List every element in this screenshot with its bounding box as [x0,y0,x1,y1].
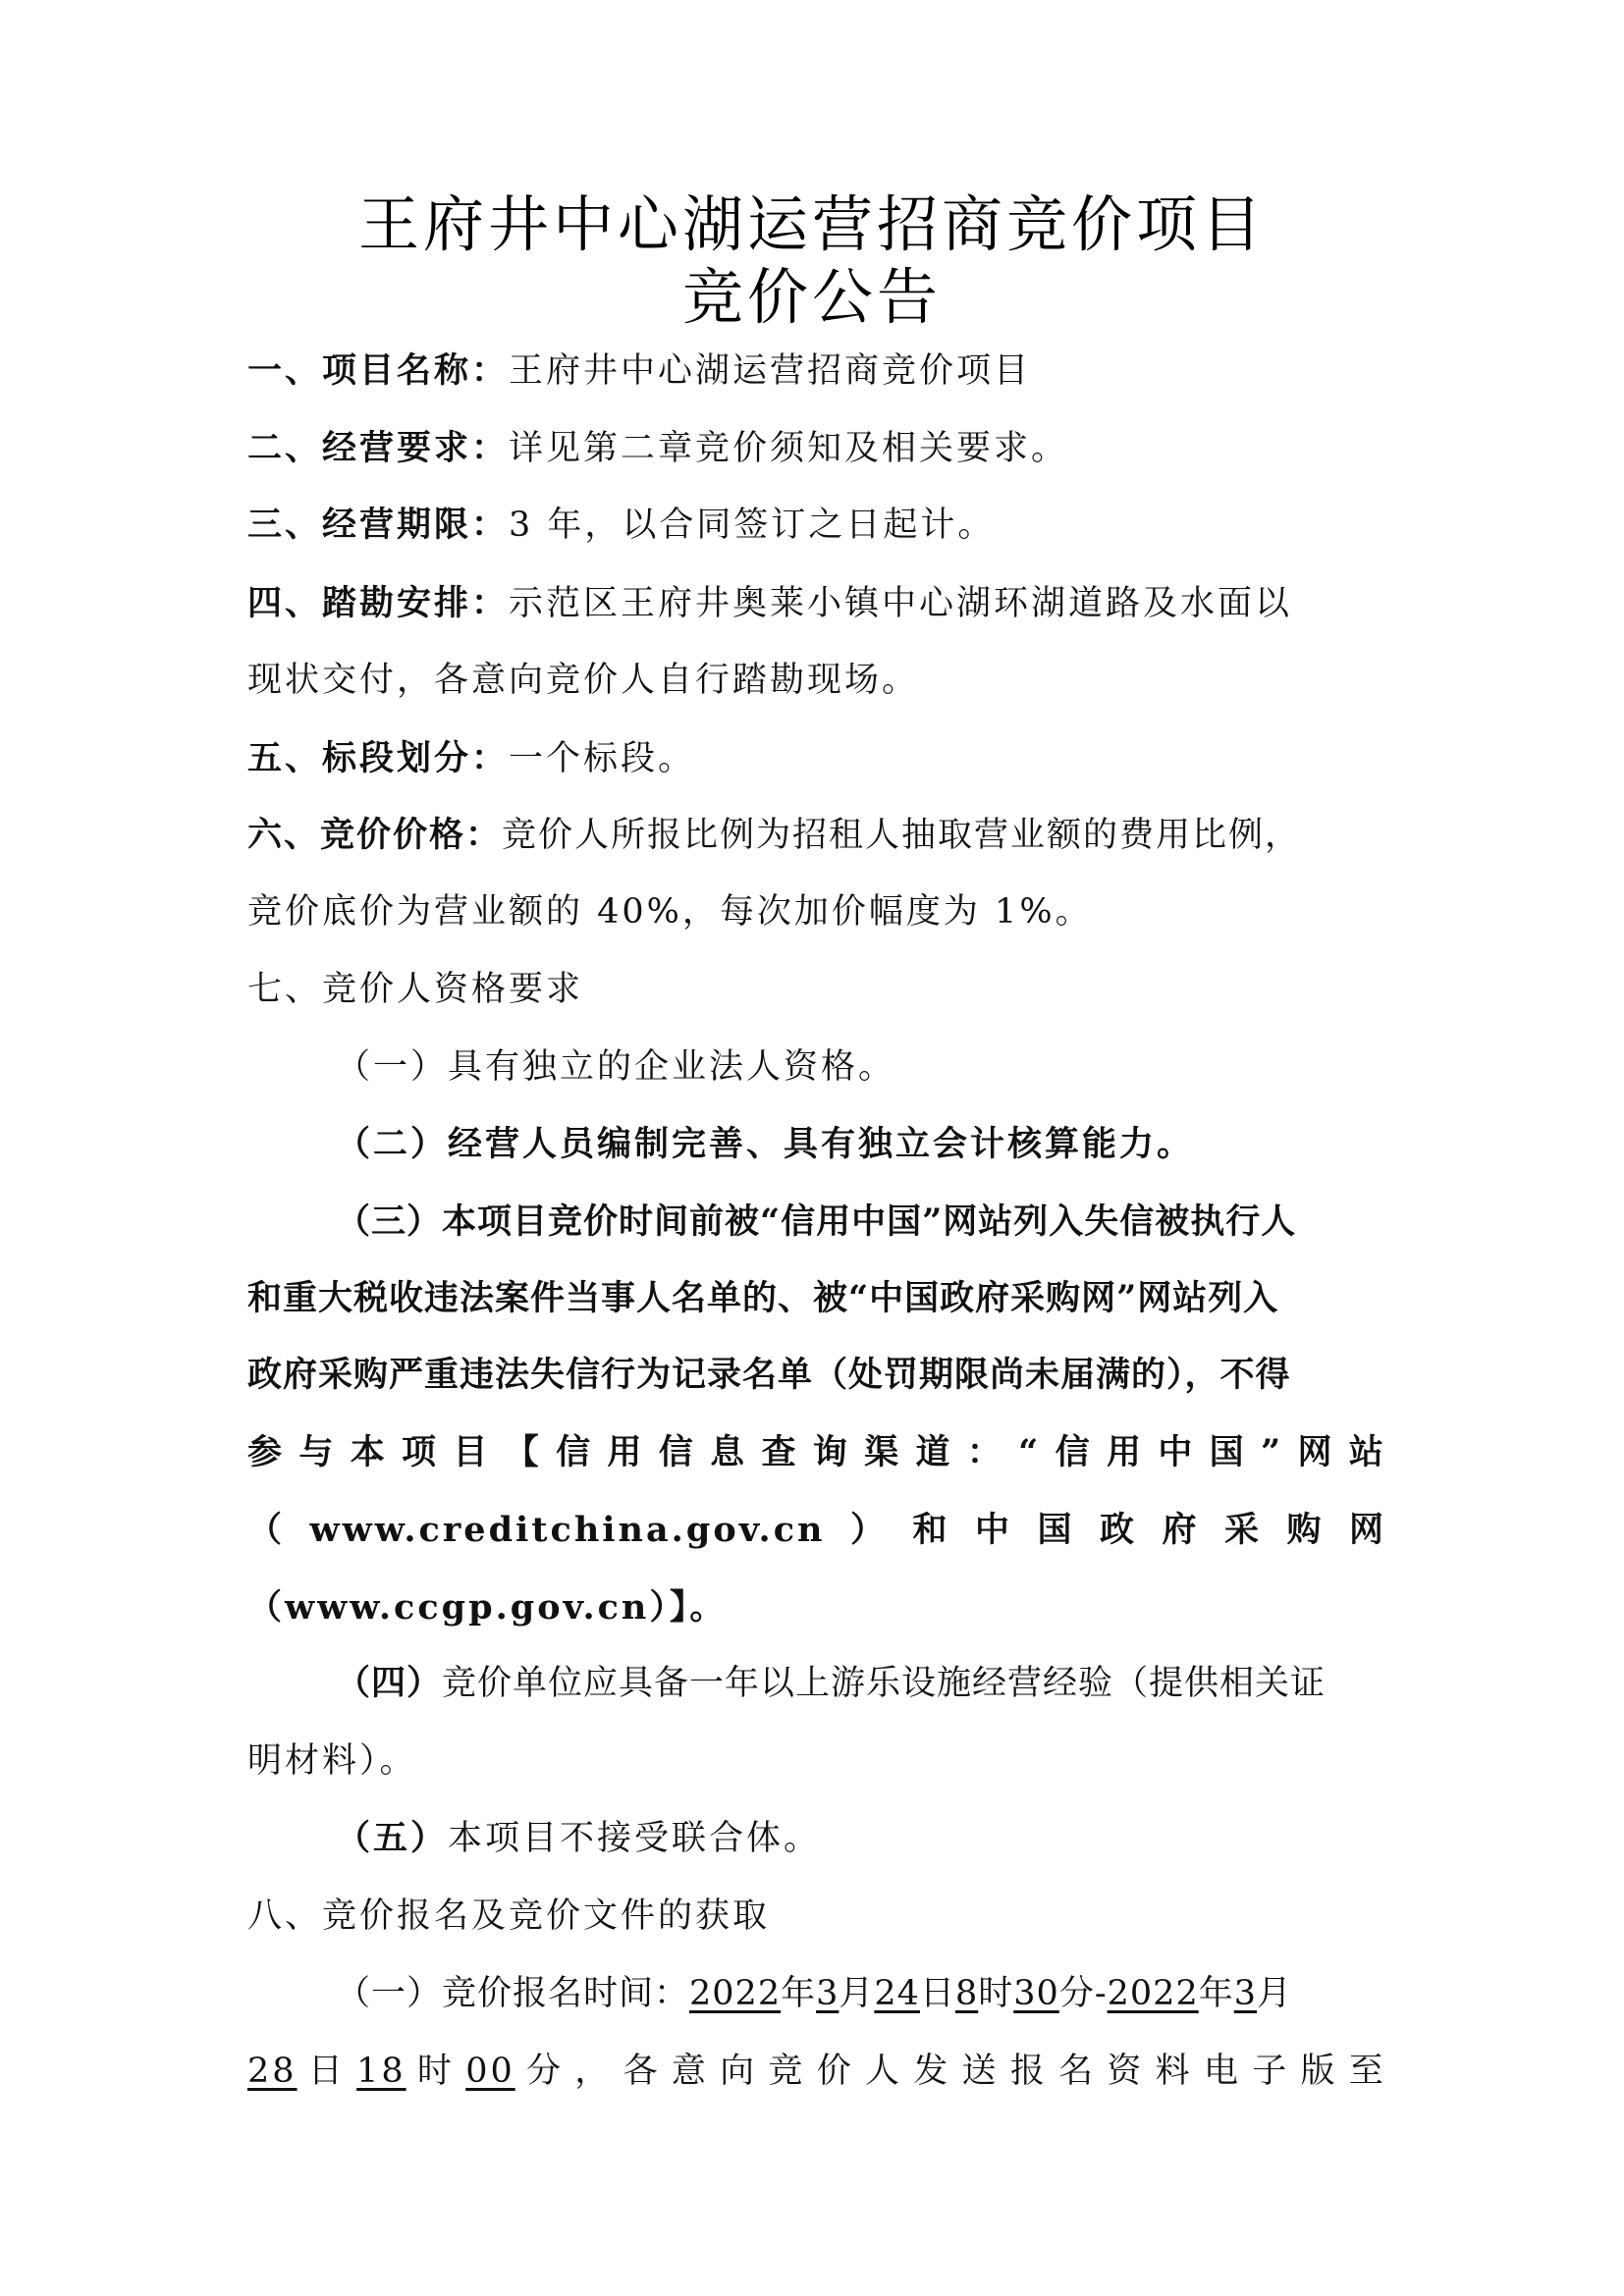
section-site-visit-cont: 现状交付，各意向竞价人自行踏勘现场。 [247,661,920,700]
section-label: 六、竞价价格： [247,815,503,855]
item-label: （四） [336,1663,443,1703]
end-day: 28 [247,2052,298,2091]
text-char: 站 [1348,1432,1386,1472]
unit-month: 月 [839,1974,875,2013]
text-char: ” [1261,1432,1284,1472]
registration-time-line2 [247,2051,1386,2092]
section-text: 3 年，以合同签订之日起计。 [509,506,996,545]
end-month: 3 [1233,1974,1258,2013]
text-char: 电 [1203,2052,1241,2091]
text-token: ） [849,1510,888,1550]
text-char: 名 [1058,2052,1097,2091]
section-label: 二、经营要求： [247,428,510,468]
qualification-item-3-line5 [247,1510,1386,1551]
section-site-visit [247,583,1386,624]
text-token: 国 [1037,1510,1075,1550]
unit-year: 年 [781,1974,817,2013]
start-year: 2022 [689,1974,782,2013]
text-char: 查 [761,1432,799,1472]
text-char: 价 [816,2052,854,2091]
section-label: 三、经营期限： [247,505,510,545]
section-text: 详见第二章竞价须知及相关要求。 [509,429,1069,468]
text-char: 中 [1158,1432,1196,1472]
text-char: 发 [913,2052,951,2091]
doc-title-line2: 竞价公告 [681,261,942,333]
registration-time-line1 [336,1973,1386,2014]
text-char: ： [966,1432,1004,1472]
text-token: 中 [974,1510,1012,1550]
section-label: 四、踏勘安排： [247,583,510,623]
text-char: 项 [402,1432,440,1472]
text-char: 用 [607,1432,645,1472]
unit-hour: 时 [416,2052,455,2091]
text-token: 政 [1099,1510,1137,1550]
text-char: 参 [247,1432,286,1472]
unit-minute: 分- [1058,1974,1108,2013]
text-char: 网 [1297,1432,1335,1472]
start-hour: 8 [954,1974,979,2013]
unit-day: 日 [919,1974,955,2013]
section-text: 王府井中心湖运营招商竞价项目 [509,351,1032,391]
text-char: 道 [915,1432,953,1472]
text-char: 资 [1107,2052,1145,2091]
text-char: ， [574,2052,613,2091]
text-char: 报 [1009,2052,1048,2091]
qualification-item-3-line4 [247,1432,1386,1473]
text-token: 采 [1223,1510,1262,1550]
section-lots [247,738,1386,779]
section-operation-period [247,505,1386,546]
text-char: 意 [671,2052,709,2091]
section-registration-heading: 八、竞价报名及竞价文件的获取 [247,1896,771,1936]
text-char: 料 [1155,2052,1193,2091]
text-char: 送 [961,2052,1000,2091]
text-token: （ [247,1510,286,1550]
text-token: 购 [1286,1510,1325,1550]
qualification-item-1: （一）具有独立的企业法人资格。 [336,1047,896,1087]
text-char: “ [1018,1432,1042,1472]
text-token: 府 [1162,1510,1200,1550]
text-char: 至 [1348,2052,1386,2091]
qualification-item-5 [336,1818,1386,1859]
qualification-item-3-line2: 和重大税收违法案件当事人名单的、被“中国政府采购网”网站列入 [247,1278,1279,1318]
text-char: 渠 [864,1432,902,1472]
start-day: 24 [874,1974,920,2013]
qualification-item-4-cont: 明材料）。 [247,1741,417,1781]
text-char: 目 [453,1432,491,1472]
section-label: 五、标段划分： [247,738,510,778]
start-minute: 30 [1013,1974,1059,2013]
section-text: 一个标段。 [509,739,696,778]
unit-minute: 分 [526,2052,565,2091]
end-year: 2022 [1107,1974,1199,2013]
section-qualifications-heading: 七、竞价人资格要求 [247,970,584,1009]
text-char: 与 [298,1432,337,1472]
section-operation-requirements [247,428,1386,469]
unit-hour: 时 [978,1974,1014,2013]
section-label: 一、项目名称： [247,350,510,391]
section-text: 示范区王府井奥莱小镇中心湖环湖道路及水面以 [509,584,1293,623]
text-token: www.creditchina.gov.cn [309,1510,826,1550]
section-bid-price [247,815,1386,856]
item-text: 竞价单位应具备一年以上游乐设施经营经验（提供相关证 [442,1664,1326,1703]
text-char: 信 [556,1432,594,1472]
qualification-item-3-line3: 政府采购严重违法失信行为记录名单（处罚期限尚未届满的），不得 [247,1355,1291,1395]
registration-time-label: （一）竞价报名时间： [336,1974,690,2013]
section-text: 竞价人所报比例为招租人抽取营业额的费用比例， [502,816,1302,855]
text-token: 网 [1348,1510,1386,1550]
text-char: 竞 [768,2052,806,2091]
doc-title-line1: 王府井中心湖运营招商竞价项目 [357,188,1266,260]
qualification-item-3: （三）本项目竞价时间前被“信用中国”网站列入失信被执行人 [336,1201,1297,1242]
text-token: 和 [912,1510,950,1550]
qualification-item-2: （二）经营人员编制完善、具有独立会计核算能力。 [336,1124,1195,1164]
item-label: （五） [336,1818,449,1858]
unit-month: 月 [1257,1974,1293,2013]
qualification-item-4 [336,1663,1386,1704]
text-char: 询 [812,1432,850,1472]
start-month: 3 [816,1974,839,2013]
item-text: 本项目不接受联合体。 [448,1819,822,1858]
text-char: 本 [350,1432,388,1472]
text-char: 信 [658,1432,696,1472]
text-char: 向 [720,2052,758,2091]
text-char: 用 [1106,1432,1144,1472]
text-char: 各 [623,2052,661,2091]
text-char: 人 [864,2052,902,2091]
text-char: 版 [1300,2052,1338,2091]
end-minute: 00 [465,2052,515,2091]
unit-year: 年 [1198,1974,1234,2013]
section-bid-price-cont: 竞价底价为营业额的 40%，每次加价幅度为 1%。 [247,892,1093,932]
text-char: 【 [504,1432,542,1472]
section-project-name [247,350,1386,392]
unit-day: 日 [307,2052,346,2091]
end-hour: 18 [356,2052,406,2091]
qualification-item-3-line6: （www.ccgp.gov.cn）】。 [247,1587,728,1628]
text-char: 息 [710,1432,748,1472]
text-char: 子 [1252,2052,1290,2091]
text-char: 信 [1055,1432,1093,1472]
text-char: 国 [1209,1432,1247,1472]
